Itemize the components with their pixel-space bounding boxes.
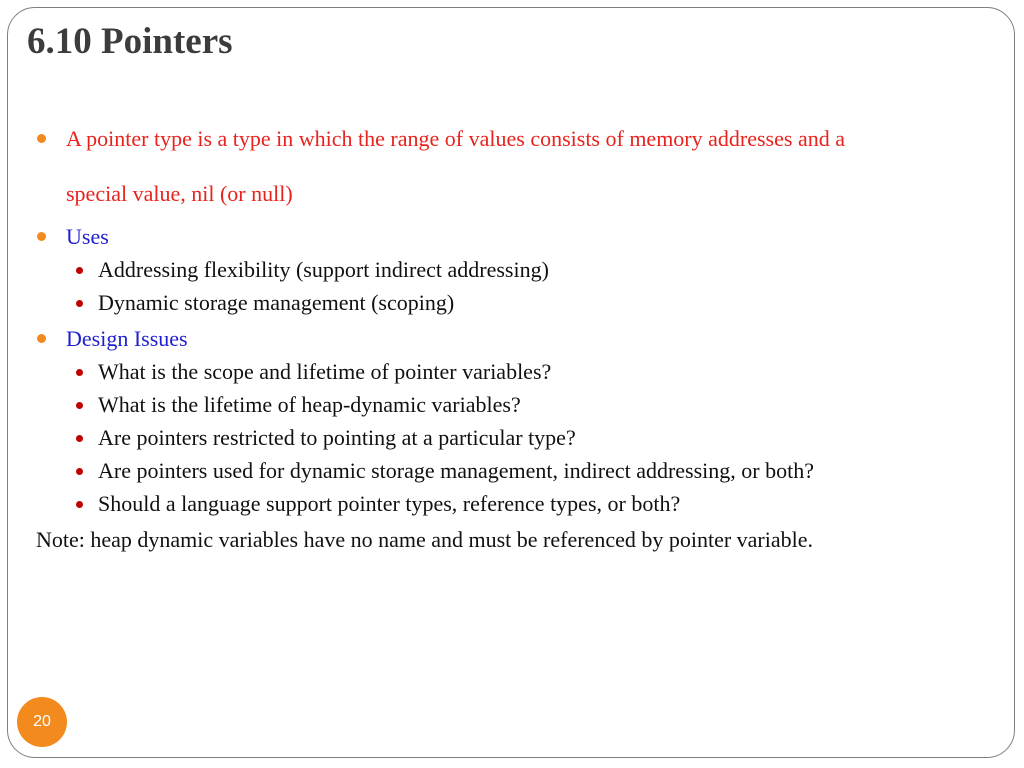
bullet-design-issue-icon [76, 468, 83, 475]
bullet-uses-item-icon [76, 300, 83, 307]
bullet-design-issue-icon [76, 435, 83, 442]
design-issue-item: Should a language support pointer types, reference types, or both? [98, 491, 681, 516]
uses-item: Addressing flexibility (support indirect addressing) [98, 257, 549, 282]
bullet-uses-item-icon [76, 267, 83, 274]
design-issue-item: What is the lifetime of heap-dynamic variables? [98, 392, 521, 417]
design-issues-heading: Design Issues [66, 326, 188, 351]
definition-line-1: A pointer type is a type in which the range of values consists of memory addresses and a [66, 126, 845, 151]
definition-line-2: special value, nil (or null) [66, 181, 293, 206]
bullet-design-issue-icon [76, 501, 83, 508]
bullet-uses-icon [37, 232, 46, 241]
uses-heading: Uses [66, 224, 109, 249]
slide-title: 6.10 Pointers [27, 21, 233, 62]
design-issue-item: Are pointers restricted to pointing at a particular type? [98, 425, 576, 450]
design-issue-item: What is the scope and lifetime of pointer variables? [98, 359, 552, 384]
bullet-design-issue-icon [76, 402, 83, 409]
bullet-definition-icon [37, 134, 46, 143]
bullet-design-issues-icon [37, 334, 46, 343]
bullet-design-issue-icon [76, 369, 83, 376]
note-text: Note: heap dynamic variables have no name and must be referenced by pointer variable. [36, 527, 814, 552]
design-issue-item: Are pointers used for dynamic storage management, indirect addressing, or both? [98, 458, 814, 483]
uses-item: Dynamic storage management (scoping) [98, 290, 455, 315]
page-number-badge: 20 [17, 697, 67, 747]
